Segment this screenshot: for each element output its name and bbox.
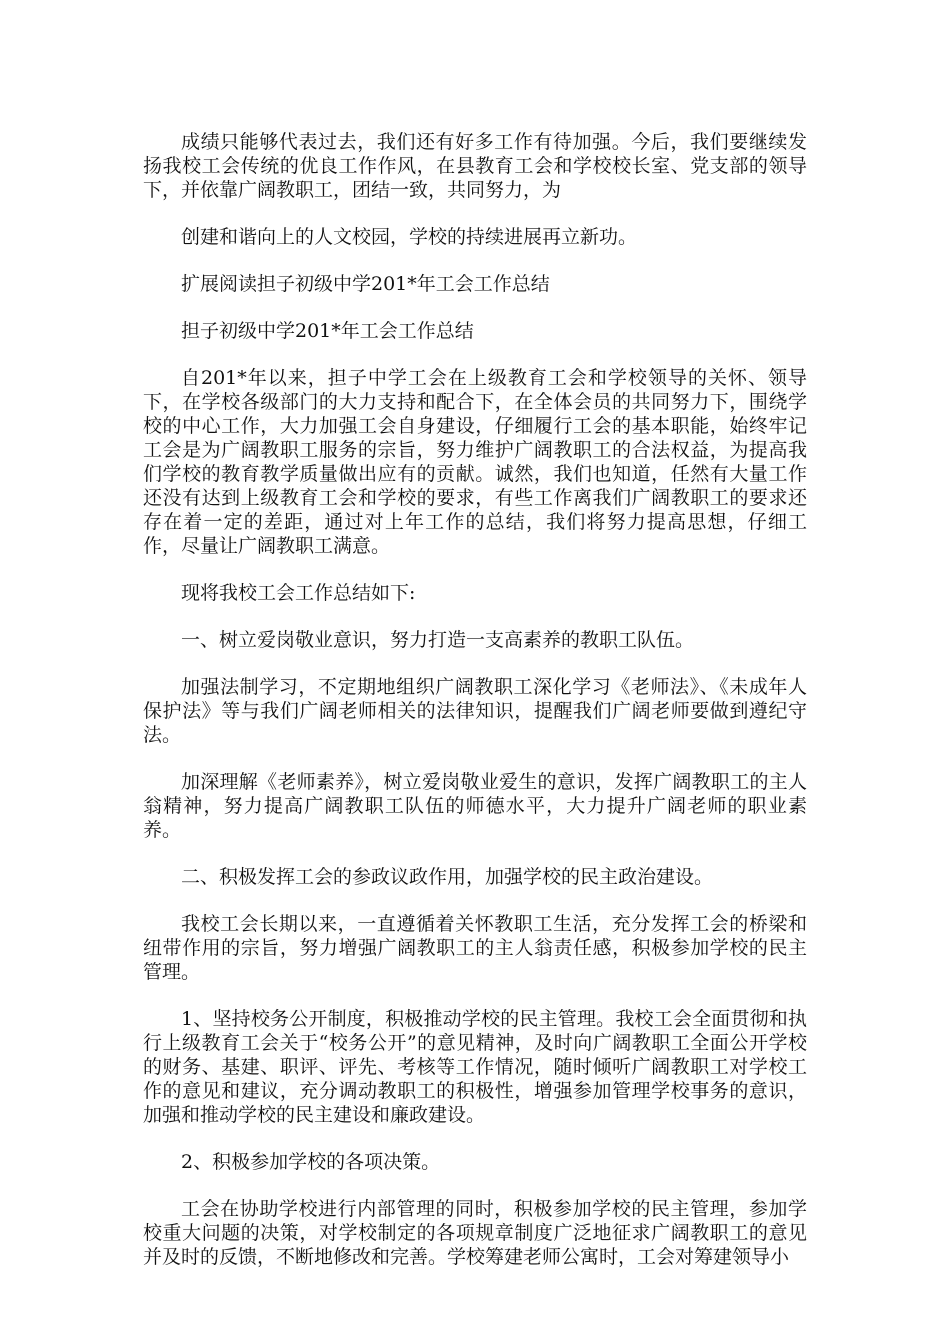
document-body (143, 130, 807, 1292)
paragraph-heading: 担子初级中学201*年工会工作总结 (181, 320, 474, 342)
paragraph: 2、积极参加学校的各项决策。 (181, 1151, 441, 1173)
paragraph: 1、坚持校务公开制度，积极推动学校的民主管理。我校工会全面贯彻和执行上级教育工会关于“校务公开”的意见精神，及时向广阔教职工全面公开学校的财务、基建、职评、评先、考核等工作情况，随时倾听广阔教职工对学校工作的意见和建议，充分调动教职工的积极性，增强参加管理学校事务的意识，加强和推动学校的民主建设和廉政建设。 (143, 1008, 807, 1126)
paragraph: 成绩只能够代表过去，我们还有好多工作有待加强。今后，我们要继续发扬我校工会传统的优良工作作风，在县教育工会和学校校长室、党支部的领导下，并依靠广阔教职工，团结一致，共同努力，为 (143, 131, 807, 201)
paragraph: 自201*年以来，担子中学工会在上级教育工会和学校领导的关怀、领导下，在学校各级部门的大力支持和配合下，在全体会员的共同努力下，围绕学校的中心工作，大力加强工会自身建设，仔细履行工会的基本职能，始终牢记工会是为广阔教职工服务的宗旨，努力维护广阔教职工的合法权益，为提高我们学校的教育教学质量做出应有的贡献。诚然，我们也知道，任然有大量工作还没有达到上级教育工会和学校的要求，有些工作离我们广阔教职工的要求还存在着一定的差距，通过对上年工作的总结，我们将努力提高思想，仔细工作，尽量让广阔教职工满意。 (143, 367, 807, 557)
paragraph: 我校工会长期以来，一直遵循着关怀教职工生活，充分发挥工会的桥梁和纽带作用的宗旨，努力增强广阔教职工的主人翁责任感，积极参加学校的民主管理。 (143, 913, 807, 983)
paragraph-heading: 扩展阅读担子初级中学201*年工会工作总结 (181, 273, 550, 295)
section-heading: 二、积极发挥工会的参政议政作用，加强学校的民主政治建设。 (181, 866, 714, 888)
paragraph: 加深理解《老师素养》，树立爱岗敬业爱生的意识，发挥广阔教职工的主人翁精神，努力提高广阔教职工队伍的师德水平，大力提升广阔老师的职业素养。 (143, 771, 807, 841)
paragraph: 工会在协助学校进行内部管理的同时，积极参加学校的民主管理，参加学校重大问题的决策，对学校制定的各项规章制度广泛地征求广阔教职工的意见并及时的反馈，不断地修改和完善。学校筹建老师公寓时，工会对筹建领导小 (143, 1198, 807, 1268)
paragraph: 加强法制学习，不定期地组织广阔教职工深化学习《老师法》、《未成年人保护法》等与我们广阔老师相关的法律知识，提醒我们广阔老师要做到遵纪守法。 (143, 676, 807, 746)
paragraph: 现将我校工会工作总结如下: (181, 582, 416, 604)
paragraph: 创建和谐向上的人文校园，学校的持续进展再立新功。 (181, 226, 638, 248)
section-heading: 一、树立爱岗敬业意识，努力打造一支高素养的教职工队伍。 (181, 629, 695, 651)
